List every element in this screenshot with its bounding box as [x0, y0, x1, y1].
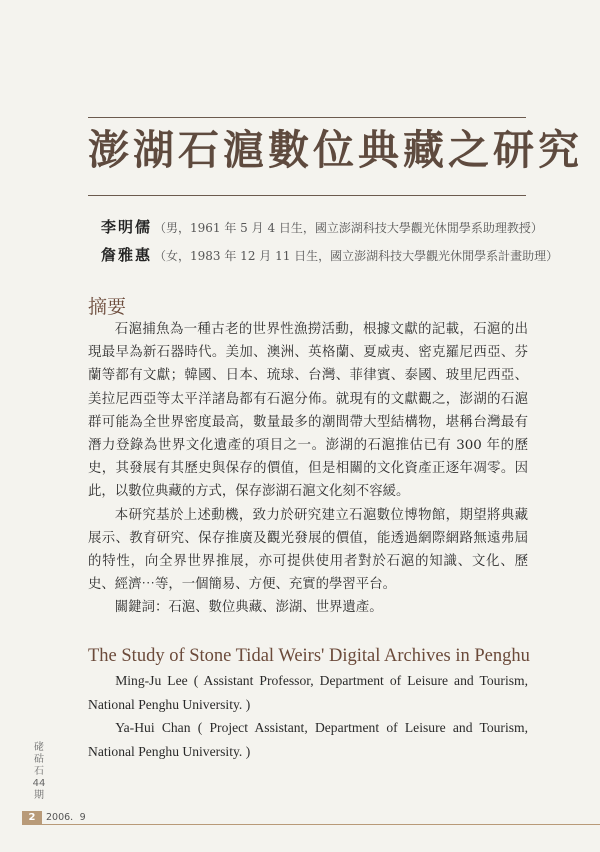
journal-issue-suffix: 期: [34, 790, 44, 801]
abstract-heading: 摘要: [88, 296, 127, 318]
author-name: 詹雅惠: [101, 246, 153, 264]
journal-name: 硓𥑮石: [34, 742, 44, 777]
publication-date: 2006．9: [46, 812, 86, 823]
journal-sidebar: [32, 742, 46, 802]
author-info: （女，1983 年 12 月 11 日生，國立澎湖科技大學觀光休閒學系計畫助理）: [154, 249, 559, 263]
keywords: 關鍵詞：石滬、數位典藏、澎湖、世界遺產。: [114, 600, 383, 616]
abstract-body: [88, 318, 528, 620]
english-title: The Study of Stone Tidal Weirs' Digital Archives in Penghu: [88, 646, 530, 666]
title-top-rule: [88, 117, 526, 118]
abstract-paragraph: 本研究基於上述動機，致力於研究建立石滬數位博物館，期望將典藏展示、教育研究、保存推廣及觀光發展的價值，能透過網際網路無遠弗屆的特性，向全界世界推展，亦可提供使用者對於石滬的知識、文化、歷史、經濟⋯等，一個簡易、方便、充實的學習平台。: [88, 507, 528, 593]
article-title: 澎湖石滬數位典藏之研究: [88, 126, 583, 174]
author-info: （男，1961 年 5 月 4 日生，國立澎湖科技大學觀光休閒學系助理教授）: [154, 221, 543, 235]
author-name: 李明儒: [101, 218, 153, 236]
footer-rule: [22, 824, 600, 825]
author-line-2: [101, 244, 558, 265]
english-author-text: Ming-Ju Lee ( Assistant Professor, Department of Leisure and Tourism, National Penghu University. ): [88, 673, 528, 712]
english-author-1: [88, 669, 528, 716]
abstract-paragraph: 石滬捕魚為一種古老的世界性漁撈活動，根據文獻的記載，石滬的出現最早為新石器時代。美加、澳洲、英格蘭、夏威夷、密克羅尼西亞、芬蘭等都有文獻；韓國、日本、琉球、台灣、菲律賓、泰國、玻里尼西亞、美拉尼西亞等太平洋諸島都有石滬分佈。就現有的文獻觀之，澎湖的石滬群可能為全世界密度最高，數量最多的潮間帶大型結構物，堪稱台灣最有潛力登錄為世界文化遺產的項目之一。澎湖的石滬推估已有 300 年的歷史，其發展有其歷史與保存的價值，但是相關的文化資產正逐年凋零。因此，以數位典藏的方式，保存澎湖石滬文化刻不容緩。: [88, 322, 528, 500]
title-bottom-rule: [88, 195, 526, 196]
english-author-text: Ya-Hui Chan ( Project Assistant, Department of Leisure and Tourism, National Penghu University. ): [88, 720, 528, 759]
author-line-1: [101, 216, 543, 237]
page-number: 2: [22, 811, 42, 824]
english-author-2: [88, 716, 528, 763]
journal-issue: 44: [32, 778, 46, 789]
